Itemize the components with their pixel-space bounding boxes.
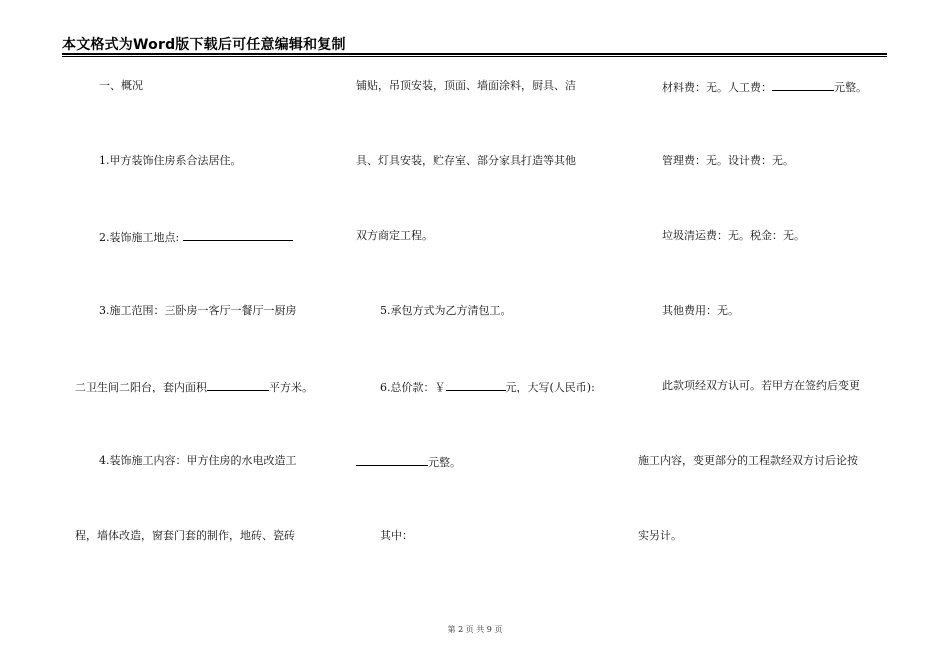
text-line: 1.甲方装饰住房系合法居住。: [99, 154, 242, 167]
fill-in-blank: [772, 78, 834, 91]
text-line: 一、概况: [99, 79, 143, 92]
text-line: [356, 453, 606, 468]
label-text: 元，大写(人民币):: [505, 381, 595, 393]
text-line: [638, 78, 888, 93]
document-header-title: 本文格式为Word版下载后可任意编辑和复制: [62, 37, 346, 53]
header-divider: [62, 53, 887, 55]
text-line: 铺贴，吊顶安装，顶面、墙面涂料，厨具、洁: [356, 79, 576, 92]
text-line: 3.施工范围：三卧房一客厅一餐厅一厨房: [99, 304, 297, 317]
text-line: 此款项经双方认可。若甲方在签约后变更: [662, 379, 860, 392]
fill-in-blank: [446, 378, 506, 391]
label-text: 6.总价款：￥: [380, 381, 446, 393]
fill-in-blank: [207, 378, 269, 391]
text-line: 实另计。: [638, 529, 682, 542]
label-text: 材料费：无。人工费：: [662, 81, 772, 93]
text-line: 双方商定工程。: [356, 229, 433, 242]
text-line: 施工内容，变更部分的工程款经双方讨后论按: [638, 454, 858, 467]
label-text: 平方米。: [269, 381, 313, 393]
text-line: 5.承包方式为乙方清包工。: [380, 304, 512, 317]
label-text: 二卫生间二阳台，套内面积: [75, 381, 207, 393]
text-line: 垃圾清运费：无。税金：无。: [662, 229, 805, 242]
text-line: 管理费：无。设计费：无。: [662, 154, 794, 167]
label-text: 元整。: [428, 456, 461, 468]
text-line: 其中：: [380, 529, 413, 542]
header-divider-thin: [62, 56, 887, 57]
page-number: 第 2 页 共 9 页: [447, 625, 503, 634]
label-text: 元整。: [834, 81, 867, 93]
text-line: 具、灯具安装，贮存室、部分家具打造等其他: [356, 154, 576, 167]
text-line: [75, 378, 330, 393]
text-line: 程，墙体改造，窗套门套的制作，地砖、瓷砖: [75, 529, 295, 542]
text-column-1: [75, 78, 330, 603]
text-line: [356, 378, 606, 393]
text-line: 其他费用：无。: [662, 304, 739, 317]
text-line: 4.装饰施工内容：甲方住房的水电改造工: [99, 454, 297, 467]
text-line: [75, 228, 330, 243]
fill-in-blank: [356, 453, 428, 466]
text-column-3: [638, 78, 888, 603]
text-column-2: [356, 78, 606, 603]
fill-in-blank: [183, 228, 293, 241]
label-text: 2.装饰施工地点:: [99, 231, 180, 243]
